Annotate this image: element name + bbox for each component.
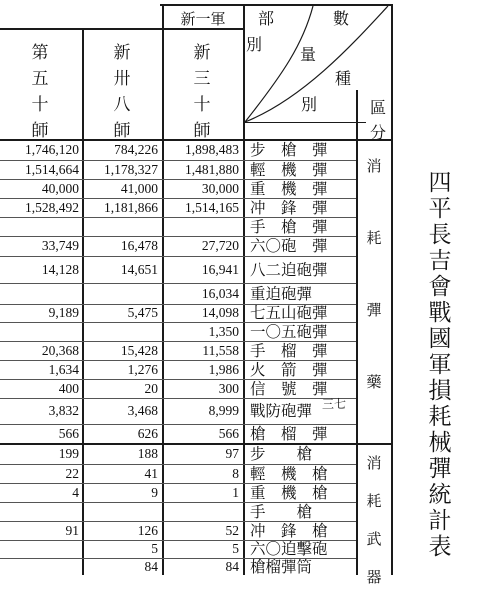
cell-50th-division: 566	[58, 426, 79, 441]
cell-30th-division: 8,999	[208, 403, 239, 418]
item-label: 冲 鋒 槍	[250, 521, 328, 540]
cell-30th-division: 1,481,880	[185, 161, 239, 177]
category-weapons: 消 耗 武 器	[366, 454, 382, 586]
cell-30th-division: 11,558	[202, 342, 239, 358]
cell-38th-division: 1,276	[127, 361, 158, 377]
cell-30th-division: 16,941	[201, 261, 239, 277]
cell-30th-division: 1,514,165	[185, 199, 239, 215]
category-ammunition: 消 耗 彈 藥	[366, 157, 382, 391]
cell-30th-division: 566	[218, 426, 239, 441]
region-label: 區	[370, 98, 387, 117]
cell-38th-division: 9	[151, 484, 158, 500]
item-label: 手 槍 彈	[250, 217, 328, 236]
division-header-38: 新 卅 八 師	[113, 43, 131, 141]
cell-38th-division: 5,475	[127, 305, 158, 320]
division-header-50: 第 五 十 師	[31, 43, 49, 141]
cell-30th-division: 1	[232, 484, 239, 500]
cell-50th-division: 33,749	[41, 238, 79, 253]
item-label: 步 槍	[250, 445, 313, 463]
cell-50th-division: 1,528,492	[25, 199, 79, 215]
cell-50th-division: 14,128	[41, 261, 79, 277]
cell-30th-division: 1,898,483	[185, 142, 239, 157]
item-label: 冲 鋒 彈	[250, 198, 328, 217]
cell-30th-division: 1,986	[208, 361, 239, 377]
cell-50th-division: 400	[58, 380, 79, 396]
item-label: 六〇迫擊砲	[250, 540, 328, 558]
cell-50th-division: 9,189	[48, 305, 79, 320]
row-separator	[0, 256, 356, 257]
corner-label-quantity: 量	[300, 45, 317, 64]
row-separator	[0, 283, 356, 284]
item-label: 火 箭 彈	[250, 360, 328, 379]
region-fen-label: 分	[370, 123, 387, 142]
cell-50th-division: 3,832	[48, 403, 79, 418]
cell-50th-division: 1,746,120	[25, 142, 79, 157]
item-label: 信 號 彈	[250, 379, 328, 398]
cell-38th-division: 41	[144, 465, 158, 481]
cell-30th-division: 30,000	[201, 180, 239, 196]
cell-38th-division: 1,178,327	[104, 161, 158, 177]
cell-30th-division: 14,098	[201, 305, 239, 320]
corner-label-bie: 別	[246, 35, 263, 54]
item-label: 槍 榴 彈	[250, 425, 328, 443]
item-label: 七五山砲彈	[250, 304, 328, 322]
corner-label-bie2: 別	[301, 95, 318, 114]
cell-50th-division: 40,000	[41, 180, 79, 196]
cell-30th-division: 97	[225, 446, 239, 461]
row-separator	[0, 398, 356, 399]
cell-38th-division: 84	[144, 559, 158, 574]
cell-50th-division: 91	[65, 522, 79, 538]
cell-50th-division: 1,634	[48, 361, 79, 377]
cell-50th-division: 4	[72, 484, 79, 500]
column-rule-4	[356, 90, 358, 575]
item-label: 戰防砲彈	[250, 402, 313, 420]
cell-38th-division: 626	[137, 426, 158, 441]
army-header: 新一軍	[180, 10, 226, 28]
item-label: 重迫砲彈	[250, 284, 313, 303]
cell-50th-division: 20,368	[41, 342, 79, 358]
cell-38th-division: 14,651	[120, 261, 158, 277]
item-label: 手 槍	[250, 502, 313, 521]
corner-label-part: 部	[258, 9, 275, 28]
category-divider	[0, 443, 392, 445]
cell-38th-division: 1,181,866	[104, 199, 158, 215]
cell-38th-division: 15,428	[120, 342, 158, 358]
cell-50th-division: 1,514,664	[25, 161, 79, 177]
cell-38th-division: 41,000	[120, 180, 158, 196]
item-label: 八二迫砲彈	[250, 260, 328, 279]
cell-30th-division: 8	[232, 465, 239, 481]
corner-label-kind: 種	[335, 69, 352, 88]
cell-30th-division: 16,034	[201, 285, 239, 301]
item-label: 手 榴 彈	[250, 341, 328, 360]
cell-30th-division: 5	[232, 541, 239, 556]
corner-label-count: 數	[333, 9, 350, 28]
document-title: 四 平 長 吉 會 戰 國 軍 損 耗 械 彈 統 計 表	[428, 170, 452, 560]
cell-30th-division: 300	[218, 380, 239, 396]
cell-38th-division: 16,478	[120, 238, 158, 253]
cell-30th-division: 52	[225, 522, 239, 538]
cell-50th-division: 22	[65, 465, 79, 481]
item-label: 輕 機 彈	[250, 160, 328, 179]
cell-38th-division: 188	[137, 446, 158, 461]
item-label: 槍榴彈筒	[250, 558, 313, 576]
item-label: 一〇五砲彈	[250, 322, 328, 341]
item-label: 輕 機 槍	[250, 464, 328, 483]
division-header-30: 新 三 十 師	[193, 43, 211, 141]
item-label: 六〇砲 彈	[250, 237, 328, 255]
cell-38th-division: 5	[151, 541, 158, 556]
cell-38th-division: 20	[144, 380, 158, 396]
cell-30th-division: 27,720	[201, 238, 239, 253]
item-label-caliber: 三七	[322, 397, 347, 411]
cell-30th-division: 1,350	[208, 323, 239, 339]
cell-38th-division: 126	[137, 522, 158, 538]
cell-38th-division: 3,468	[127, 403, 158, 418]
cell-38th-division: 784,226	[114, 142, 158, 157]
cell-50th-division: 199	[58, 446, 79, 461]
item-label: 重 機 彈	[250, 179, 328, 198]
cell-30th-division: 84	[225, 559, 239, 574]
item-label: 步 槍 彈	[250, 141, 328, 159]
item-label: 重 機 槍	[250, 483, 328, 502]
